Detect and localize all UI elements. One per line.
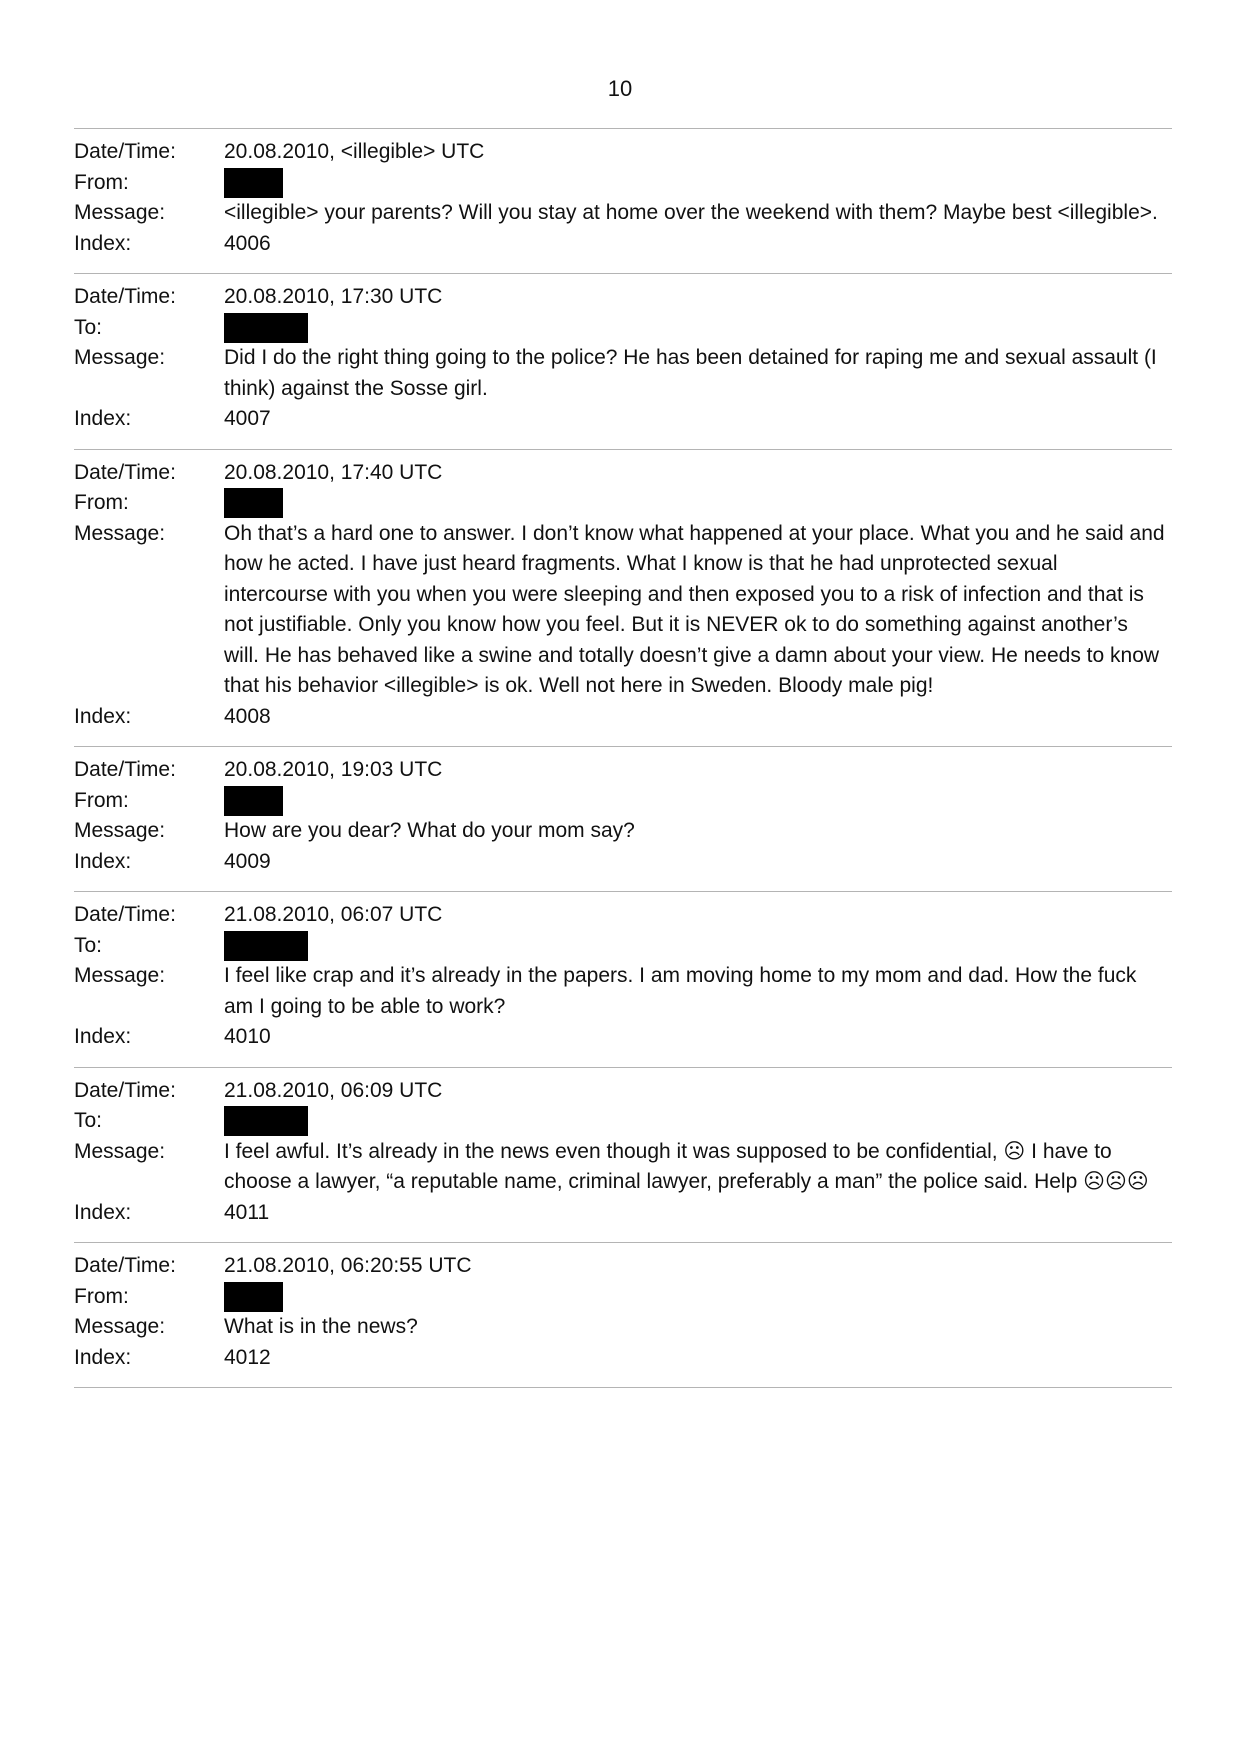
redaction-block	[224, 488, 283, 518]
message-record	[74, 128, 1172, 273]
message-log	[74, 128, 1172, 1388]
message-label: Message:	[74, 1315, 166, 1338]
datetime-value: 20.08.2010, 19:03 UTC	[224, 758, 443, 781]
direction-label: To:	[74, 315, 103, 339]
datetime-label: Date/Time:	[74, 1078, 176, 1102]
index-label: Index:	[74, 1200, 132, 1224]
message-record	[74, 1242, 1172, 1388]
index-value: 4008	[224, 704, 271, 728]
direction-label: From:	[74, 170, 129, 194]
index-label: Index:	[74, 1345, 132, 1369]
index-value: 4006	[224, 231, 271, 255]
message-text: What is in the news?	[224, 1315, 418, 1338]
message-label: Message:	[74, 201, 166, 224]
redaction-block	[224, 1282, 283, 1312]
index-value: 4010	[224, 1025, 271, 1048]
direction-label: To:	[74, 933, 103, 957]
message-text: I feel awful. It’s already in the news even though it was supposed to be confidential, ☹ I have to choose a lawyer, “a reputable name, criminal lawyer, preferably a man” the police said. Help ☹☹☹	[224, 1139, 1149, 1193]
datetime-label: Date/Time:	[74, 140, 176, 163]
message-text: Oh that’s a hard one to answer. I don’t know what happened at your place. What you and he said and how he acted. I have just heard fragments. What I know is that he had unprotected sexual intercourse with you when you were sleeping and then exposed you to a risk of infection and that is not justifiable. Only you know how you feel. But it is NEVER ok to do something against another’s will. He has behaved like a swine and totally doesn’t give a damn about your view. He needs to know that his behavior <illegible> is ok. Well not here in Sweden. Bloody male pig!	[224, 521, 1165, 697]
message-label: Message:	[74, 819, 166, 842]
index-label: Index:	[74, 231, 132, 255]
message-record	[74, 273, 1172, 449]
message-record	[74, 891, 1172, 1067]
index-label: Index:	[74, 407, 132, 430]
datetime-value: 21.08.2010, 06:20:55 UTC	[224, 1254, 472, 1277]
direction-label: From:	[74, 1284, 129, 1308]
redaction-block	[224, 1106, 308, 1136]
message-label: Message:	[74, 346, 166, 369]
message-label: Message:	[74, 964, 166, 987]
index-label: Index:	[74, 704, 132, 728]
message-text: How are you dear? What do your mom say?	[224, 819, 635, 842]
datetime-value: 20.08.2010, <illegible> UTC	[224, 140, 485, 163]
datetime-label: Date/Time:	[74, 1254, 176, 1277]
message-text: Did I do the right thing going to the police? He has been detained for raping me and sexual assault (I think) against the Sosse girl.	[224, 346, 1157, 400]
redaction-block	[224, 786, 283, 816]
datetime-label: Date/Time:	[74, 903, 176, 926]
index-value: 4012	[224, 1345, 271, 1369]
message-label: Message:	[74, 521, 166, 545]
datetime-value: 20.08.2010, 17:40 UTC	[224, 460, 443, 484]
message-text: I feel like crap and it’s already in the papers. I am moving home to my mom and dad. How the fuck am I going to be able to work?	[224, 964, 1137, 1018]
message-label: Message:	[74, 1139, 166, 1163]
redaction-block	[224, 168, 283, 198]
datetime-label: Date/Time:	[74, 758, 176, 781]
direction-label: From:	[74, 788, 129, 812]
direction-label: From:	[74, 491, 129, 514]
redaction-block	[224, 931, 308, 961]
redaction-block	[224, 313, 308, 343]
datetime-label: Date/Time:	[74, 460, 176, 484]
index-label: Index:	[74, 849, 132, 873]
index-label: Index:	[74, 1025, 132, 1048]
message-text: <illegible> your parents? Will you stay at home over the weekend with them? Maybe best <illegible>.	[224, 201, 1158, 224]
index-value: 4011	[224, 1200, 270, 1224]
message-record	[74, 449, 1172, 747]
message-record	[74, 746, 1172, 891]
page-number: 10	[607, 76, 633, 101]
datetime-value: 21.08.2010, 06:09 UTC	[224, 1078, 443, 1102]
index-value: 4009	[224, 849, 271, 873]
datetime-value: 20.08.2010, 17:30 UTC	[224, 285, 443, 308]
datetime-value: 21.08.2010, 06:07 UTC	[224, 903, 443, 926]
message-record	[74, 1067, 1172, 1243]
index-value: 4007	[224, 407, 271, 430]
datetime-label: Date/Time:	[74, 285, 176, 308]
direction-label: To:	[74, 1109, 103, 1132]
